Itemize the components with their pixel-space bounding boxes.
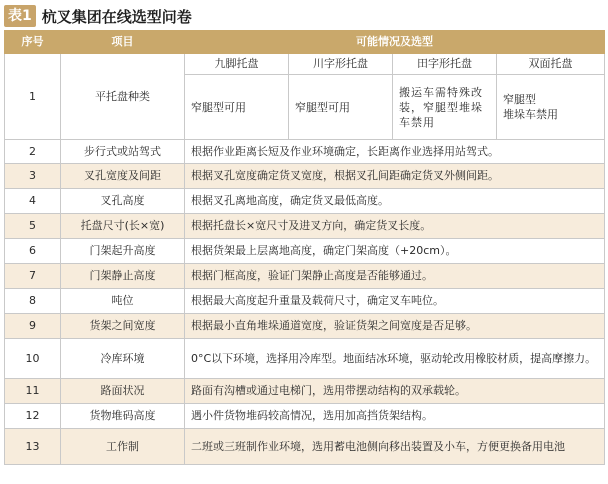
row-item: 货物堆码高度 bbox=[61, 404, 185, 429]
table-row bbox=[5, 379, 605, 404]
table-row bbox=[5, 404, 605, 429]
table-row bbox=[5, 140, 605, 164]
row-no: 3 bbox=[5, 164, 61, 189]
table-row bbox=[5, 214, 605, 239]
row-item: 门架静止高度 bbox=[61, 264, 185, 289]
table-row bbox=[5, 239, 605, 264]
survey-table bbox=[4, 30, 605, 465]
row-no: 10 bbox=[5, 339, 61, 379]
row-no: 8 bbox=[5, 289, 61, 314]
row-no: 7 bbox=[5, 264, 61, 289]
row-no: 2 bbox=[5, 140, 61, 164]
table-header-row bbox=[5, 31, 605, 54]
row-item: 路面状况 bbox=[61, 379, 185, 404]
row-item: 门架起升高度 bbox=[61, 239, 185, 264]
row-item: 托盘尺寸(长×宽) bbox=[61, 214, 185, 239]
row-item: 步行式或站驾式 bbox=[61, 140, 185, 164]
table-row bbox=[5, 339, 605, 379]
row-no: 11 bbox=[5, 379, 61, 404]
table-row bbox=[5, 164, 605, 189]
row-item: 货架之间宽度 bbox=[61, 314, 185, 339]
row-no: 5 bbox=[5, 214, 61, 239]
row-desc: 根据叉孔宽度确定货叉宽度，根据叉孔间距确定货叉外侧间距。 bbox=[185, 164, 605, 189]
table-row bbox=[5, 314, 605, 339]
row-no: 9 bbox=[5, 314, 61, 339]
row-item: 平托盘种类 bbox=[61, 54, 185, 140]
row-desc: 路面有沟槽或通过电梯门，选用带摆动结构的双承载轮。 bbox=[185, 379, 605, 404]
row-desc: 根据货架最上层离地高度，确定门架高度（+20cm）。 bbox=[185, 239, 605, 264]
table-row bbox=[5, 289, 605, 314]
row-no: 6 bbox=[5, 239, 61, 264]
pallet-type-row bbox=[5, 54, 605, 75]
row-desc: 根据叉孔离地高度，确定货叉最低高度。 bbox=[185, 189, 605, 214]
row-item: 工作制 bbox=[61, 429, 185, 465]
row-desc: 二班或三班制作业环境，选用蓄电池侧向移出装置及小车，方便更换备用电池 bbox=[185, 429, 605, 465]
row-desc: 根据门框高度，验证门架静止高度是否能够通过。 bbox=[185, 264, 605, 289]
row-item: 叉孔宽度及间距 bbox=[61, 164, 185, 189]
row-item: 叉孔高度 bbox=[61, 189, 185, 214]
table-badge: 表1 bbox=[4, 5, 36, 27]
pallet-type: 双面托盘 bbox=[497, 54, 605, 75]
pallet-type: 九脚托盘 bbox=[185, 54, 289, 75]
pallet-note: 窄腿型 堆垛车禁用 bbox=[497, 75, 605, 140]
row-desc: 遇小件货物堆码较高情况，选用加高挡货架结构。 bbox=[185, 404, 605, 429]
header-no: 序号 bbox=[5, 31, 61, 54]
table-title-text: 杭叉集团在线选型问卷 bbox=[41, 7, 192, 26]
row-item: 冷库环境 bbox=[61, 339, 185, 379]
row-desc: 根据最大高度起升重量及载荷尺寸，确定叉车吨位。 bbox=[185, 289, 605, 314]
row-no: 13 bbox=[5, 429, 61, 465]
pallet-type: 田字形托盘 bbox=[393, 54, 497, 75]
row-item: 吨位 bbox=[61, 289, 185, 314]
table-row bbox=[5, 189, 605, 214]
pallet-note: 搬运车需特殊改装，窄腿型堆垛车禁用 bbox=[393, 75, 497, 140]
header-options: 可能情况及选型 bbox=[185, 31, 605, 54]
pallet-note: 窄腿型可用 bbox=[185, 75, 289, 140]
row-no: 12 bbox=[5, 404, 61, 429]
pallet-note: 窄腿型可用 bbox=[289, 75, 393, 140]
header-item: 项目 bbox=[61, 31, 185, 54]
row-desc: 0°C以下环境，选择用冷库型。地面结冰环境，驱动轮改用橡胶材质，提高摩擦力。 bbox=[185, 339, 605, 379]
table-row bbox=[5, 264, 605, 289]
row-no: 1 bbox=[5, 54, 61, 140]
table-row bbox=[5, 429, 605, 465]
pallet-type: 川字形托盘 bbox=[289, 54, 393, 75]
row-desc: 根据作业距离长短及作业环境确定，长距离作业选择用站驾式。 bbox=[185, 140, 605, 164]
row-desc: 根据最小直角堆垛通道宽度，验证货架之间宽度是否足够。 bbox=[185, 314, 605, 339]
row-no: 4 bbox=[5, 189, 61, 214]
row-desc: 根据托盘长×宽尺寸及进叉方向，确定货叉长度。 bbox=[185, 214, 605, 239]
table-title bbox=[4, 4, 192, 28]
